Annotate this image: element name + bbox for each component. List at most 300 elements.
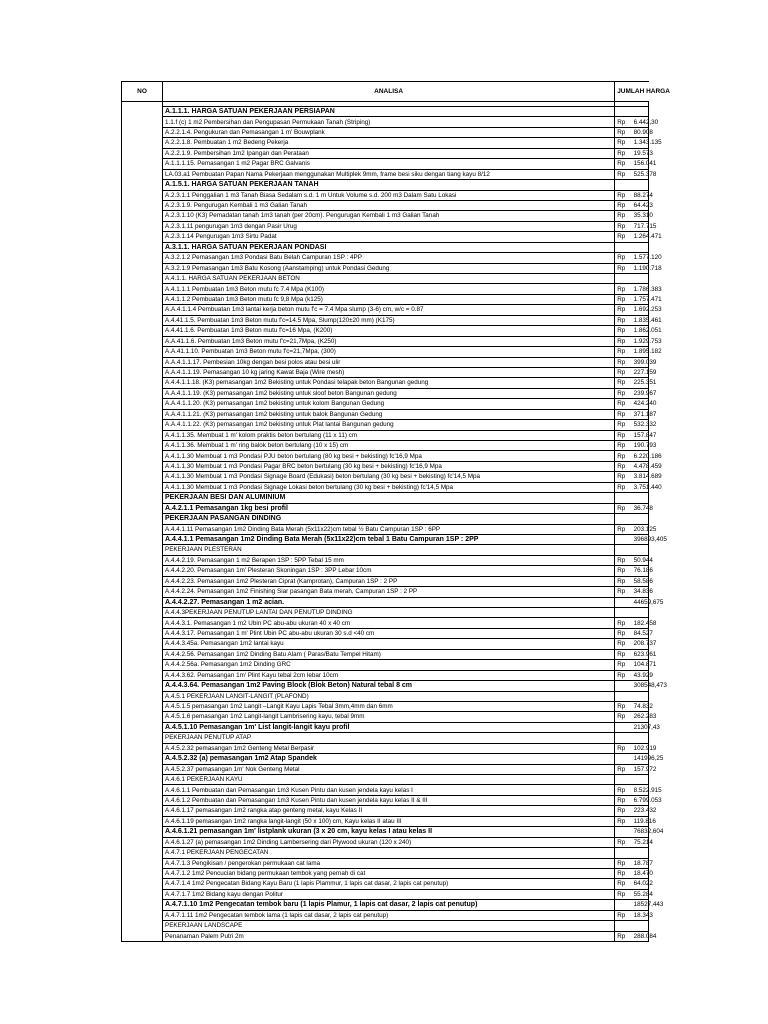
- row-amount-cell: 156.041: [633, 160, 657, 168]
- table-row: [122, 180, 649, 190]
- row-currency-cell: [615, 107, 632, 117]
- row-currency-cell: Rp: [615, 628, 632, 638]
- table-row: [122, 785, 649, 795]
- row-analisa-cell: A.A.4.1.1.22. (K3) pemasangan 1m2 bekisting untuk Plat lantai Bangunan gedung: [163, 420, 615, 430]
- row-analisa-cell: A.4.4.3.62. Pemasangan 1m' Plint Kayu tebal 2cm lebar 10cm: [163, 670, 615, 680]
- table-row: [122, 347, 649, 357]
- row-no-cell: [122, 649, 163, 659]
- row-analisa-cell: A.4.5.1 PEKERJAAN LANGIT-LANGIT (PLAFOND): [163, 691, 615, 701]
- row-currency-cell: [615, 545, 632, 555]
- row-no-cell: [122, 357, 163, 367]
- row-amount-cell: 34.836: [633, 588, 653, 596]
- row-analisa-cell: A.4.4.3.64. Pemasangan 1m2 Paving Block (Blok Beton) Natural tebal 8 cm: [163, 681, 615, 691]
- table-header-row: [122, 82, 649, 102]
- row-currency-cell: Rp: [615, 159, 632, 169]
- row-no-cell: [122, 180, 163, 190]
- row-analisa-cell: A.A.41.1.6. Pembuatan 1m3 Beton mutu f'c=21,7Mpa, (K250): [163, 336, 615, 346]
- row-analisa-cell: A.4.4.2.56. Pemasangan 1m2 Dinding Batu Alam ( Paras/Batu Tempel Hitam): [163, 649, 615, 659]
- row-analisa-cell: A.A.41.1.10. Pembuatan 1m3 Beton mutu f'c=21,7Mpa, (300): [163, 347, 615, 357]
- table-row: [122, 388, 649, 398]
- table-row: [122, 889, 649, 899]
- row-no-cell: [122, 232, 163, 242]
- table-row: [122, 754, 649, 764]
- row-amount-cell: [632, 545, 649, 555]
- row-no-cell: [122, 148, 163, 158]
- table-row: [122, 430, 649, 440]
- table-row: [122, 545, 649, 555]
- row-no-cell: [122, 274, 163, 284]
- row-currency-cell: Rp: [615, 232, 632, 242]
- table-row: [122, 608, 649, 618]
- row-amount-cell: 371.187: [633, 410, 657, 418]
- row-analisa-cell: A.4.4.2.19. Pemasangan 1 m2 Berapen 1SP : 5PP Tebal 15 mm: [163, 555, 615, 565]
- row-no-cell: [122, 127, 163, 137]
- row-amount-cell: 6.442,30: [633, 118, 659, 126]
- row-amount-cell: 104.871: [633, 661, 657, 669]
- row-currency-cell: [615, 493, 632, 503]
- row-currency-cell: [615, 514, 632, 524]
- row-analisa-cell: A.A.4.1.1.20. (K3) pemasangan 1m2 bekisting untuk kolom Bangunan Gedung: [163, 399, 615, 409]
- row-amount-cell: [632, 733, 649, 743]
- row-currency-cell: [615, 733, 632, 743]
- table-row: [122, 587, 649, 597]
- row-no-cell: [122, 608, 163, 618]
- row-amount-cell: 18.470: [633, 870, 653, 877]
- table-row: [122, 681, 649, 691]
- row-currency-cell: Rp: [615, 764, 632, 774]
- row-no-cell: [122, 336, 163, 346]
- row-analisa-cell: A.2.2.1.9. Pembersihan 1m2 Ipangan dan Perataan: [163, 148, 615, 158]
- row-currency-cell: [615, 597, 632, 607]
- row-amount-cell: 8.522.915: [633, 786, 662, 794]
- row-currency-cell: Rp: [615, 555, 632, 565]
- row-analisa-cell: A.4.4.2.56a. Pemasangan 1m2 Dinding GRC: [163, 660, 615, 670]
- row-currency-cell: Rp: [615, 576, 632, 586]
- row-no-cell: [122, 555, 163, 565]
- row-no-cell: [122, 566, 163, 576]
- row-analisa-cell: A.4.7.1 PEKERJAAN PENGECATAN: [163, 848, 615, 858]
- row-analisa-cell: A.A.4.1.1.21. (K3) pemasangan 1m2 bekisting untuk balok Bangunan Gedung: [163, 409, 615, 419]
- row-amount-cell: [632, 921, 649, 931]
- row-currency-cell: Rp: [615, 420, 632, 430]
- row-analisa-cell: A.1.1.1.15. Pemasangan 1 m2 Pagar BRC Galvanis: [163, 159, 615, 169]
- row-amount-cell: 36.748: [633, 504, 653, 512]
- row-no-cell: [122, 107, 163, 117]
- row-currency-cell: Rp: [615, 451, 632, 461]
- table-row: [122, 576, 649, 586]
- row-analisa-cell: A.4.7.1.2 1m2 Pencucian bidang permukaan tembok yang pernah di cat: [163, 868, 615, 878]
- row-analisa-cell: A.2.3.1.10 (K3) Pemadatan tanah 1m3 tanah (per 20cm). Pengurugan Kembali 1 m3 Galian Tanah: [163, 211, 615, 221]
- row-analisa-cell: A.3.1.1. HARGA SATUAN PEKERJAAN PONDASI: [163, 242, 615, 252]
- row-currency-cell: [615, 775, 632, 785]
- row-analisa-cell: A.4.1.1.30 Membuat 1 m3 Pondasi Signage Lokasi beton bertulang (30 kg besi + bekisting) fc'14,5 Mpa: [163, 482, 615, 492]
- row-currency-cell: Rp: [615, 409, 632, 419]
- row-no-cell: [122, 430, 163, 440]
- row-no-cell: [122, 451, 163, 461]
- row-amount-cell: [632, 107, 649, 117]
- row-no-cell: [122, 754, 163, 764]
- row-currency-cell: Rp: [615, 587, 632, 597]
- row-no-cell: [122, 816, 163, 826]
- row-analisa-cell: A.4.1.1.30 Membuat 1 m3 Pondasi Signage Board (Edukasi) beton bertulang (30 kg besi + bekisting) fc'14,5 Mpa: [163, 472, 615, 482]
- row-analisa-cell: A.2.2.1.8. Pembuatan 1 m2 Bedeng Pekerja: [163, 138, 615, 148]
- row-currency-cell: Rp: [615, 837, 632, 847]
- table-row: [122, 399, 649, 409]
- row-amount-cell: 227.159: [633, 369, 657, 376]
- row-analisa-cell: A.4.5.1.5 pemasangan 1m2 Langit –Langit Kayu Lapis Tebal 3mm,4mm dan 6mm: [163, 701, 615, 711]
- row-analisa-cell: A.4.6.1.19 pemasangan 1m2 rangka langit-langit (50 x 100) cm, Kayu kelas II atau III: [163, 816, 615, 826]
- row-no-cell: [122, 399, 163, 409]
- row-no-cell: [122, 545, 163, 555]
- row-amount-cell: 1.862.051: [633, 327, 662, 335]
- row-no-cell: [122, 294, 163, 304]
- row-currency-cell: Rp: [615, 806, 632, 816]
- row-currency-cell: Rp: [615, 169, 632, 179]
- row-no-cell: [122, 524, 163, 534]
- row-currency-cell: [615, 900, 632, 910]
- table-row: [122, 848, 649, 858]
- row-no-cell: [122, 889, 163, 899]
- row-no-cell: [122, 253, 163, 263]
- row-amount-cell: 64.022: [633, 880, 653, 888]
- row-currency-cell: Rp: [615, 795, 632, 805]
- table-row: [122, 263, 649, 273]
- row-amount-cell: [632, 274, 649, 284]
- row-analisa-cell: A.4.4.3.1. Pemasangan 1 m2 Ubin PC abu-abu ukuran 40 x 40 cm: [163, 618, 615, 628]
- row-analisa-cell: A.2.3.1.11 pengurugan 1m3 dengan Pasir Urug: [163, 221, 615, 231]
- row-analisa-cell: A.4.4.2.23. Pemasangan 1m2 Plesteran Ciprat (Kamprotan), Campuran 1SP : 2 PP: [163, 576, 615, 586]
- row-analisa-cell: A.4.4.3.45a. Pemasangan 1m2 lantai kayu: [163, 639, 615, 649]
- row-amount-cell: 1.264.471: [633, 233, 662, 241]
- row-analisa-cell: A.4.5.1.10 Pemasangan 1m' List langit-langit kayu profil: [163, 722, 615, 732]
- table-row: [122, 211, 649, 221]
- table-row: [122, 138, 649, 148]
- table-row: [122, 524, 649, 534]
- row-no-cell: [122, 211, 163, 221]
- row-amount-cell: 532.332: [633, 421, 657, 429]
- row-currency-cell: Rp: [615, 639, 632, 649]
- row-no-cell: [122, 305, 163, 315]
- row-no-cell: [122, 785, 163, 795]
- row-no-cell: [122, 660, 163, 670]
- row-currency-cell: Rp: [615, 190, 632, 200]
- table-row: [122, 534, 649, 544]
- row-no-cell: [122, 743, 163, 753]
- row-currency-cell: [615, 608, 632, 618]
- row-no-cell: [122, 482, 163, 492]
- row-amount-cell: [632, 608, 649, 618]
- row-analisa-cell: A.4.4.2.20. Pemasangan 1m' Plesteran Skoningan 1SP : 3PP Lebar 10cm: [163, 566, 615, 576]
- table-row: [122, 733, 649, 743]
- row-no-cell: [122, 837, 163, 847]
- row-currency-cell: Rp: [615, 284, 632, 294]
- row-amount-cell: 399.039: [633, 358, 657, 366]
- table-row: [122, 701, 649, 711]
- row-amount-cell: 4.478.459: [633, 462, 662, 470]
- table-row: [122, 148, 649, 158]
- table-row: [122, 764, 649, 774]
- row-amount-cell: 44659,675: [633, 598, 664, 606]
- table-row: [122, 378, 649, 388]
- row-analisa-cell: A.4.5.2.37 pemasangan 1m' Nok Genteng Metal: [163, 764, 615, 774]
- row-amount-cell: 208.737: [633, 640, 657, 648]
- row-currency-cell: Rp: [615, 482, 632, 492]
- row-analisa-cell: A.4.6.1.17 pemasangan 1m2 rangka atap genteng metal, kayu Kelas II: [163, 806, 615, 816]
- row-currency-cell: Rp: [615, 712, 632, 722]
- table-row: [122, 921, 649, 931]
- row-amount-cell: 1.757.471: [633, 295, 662, 303]
- row-currency-cell: Rp: [615, 221, 632, 231]
- table-row: [122, 597, 649, 607]
- row-no-cell: [122, 879, 163, 889]
- table-row: [122, 806, 649, 816]
- row-amount-cell: 84.527: [633, 629, 653, 637]
- row-analisa-cell: A.4.7.1.4 1m2 Pengecatan Bidang Kayu Baru (1 lapis Plammur, 1 lapis cat dasar, 2 lapis cat penutup): [163, 879, 615, 889]
- row-analisa-cell: A.4.1.1.30 Membuat 1 m3 Pondasi Pagar BRC beton bertulang (30 kg besi + bekisting) fc'16,9 Mpa: [163, 461, 615, 471]
- table-row: [122, 169, 649, 179]
- table-row: [122, 305, 649, 315]
- row-no-cell: [122, 367, 163, 377]
- row-no-cell: [122, 503, 163, 513]
- row-no-cell: [122, 420, 163, 430]
- row-amount-cell: 182.458: [633, 619, 657, 627]
- row-amount-cell: 225.351: [633, 379, 657, 387]
- row-analisa-cell: A.4.1.1.2 Pembuatan 1m3 Beton mutu fc 9,8 Mpa (k125): [163, 294, 615, 304]
- row-analisa-cell: A.4.4.2.24. Pemasangan 1m2 Finishing Siar pasangan Bata merah, Campuran 1SP : 2 PP: [163, 587, 615, 597]
- table-row: [122, 555, 649, 565]
- row-currency-cell: Rp: [615, 524, 632, 534]
- row-analisa-cell: A.4.1.1. HARGA SATUAN PEKERJAAN BETON: [163, 274, 615, 284]
- table-row: [122, 253, 649, 263]
- row-currency-cell: Rp: [615, 889, 632, 899]
- row-currency-cell: Rp: [615, 315, 632, 325]
- row-amount-cell: 525.378: [633, 170, 657, 178]
- row-analisa-cell: A.3.2.1.2 Pemasangan 1m3 Pondasi Batu Belah Campuran 1SP : 4PP: [163, 253, 615, 263]
- row-no-cell: [122, 461, 163, 471]
- row-currency-cell: Rp: [615, 785, 632, 795]
- row-analisa-cell: A.4.1.1.1 Pembuatan 1m3 Beton mutu fc 7.4 Mpa (K100): [163, 284, 615, 294]
- table-row: [122, 441, 649, 451]
- row-currency-cell: Rp: [615, 879, 632, 889]
- row-currency-cell: Rp: [615, 200, 632, 210]
- row-amount-cell: 1.895.182: [633, 348, 662, 356]
- row-no-cell: [122, 900, 163, 910]
- row-amount-cell: 3.751.440: [633, 483, 662, 491]
- row-analisa-cell: A.4.6.1.2 Pembuatan dan Pemasangan 1m3 Kusen Pintu dan kusen jendela kayu kelas II & III: [163, 795, 615, 805]
- row-currency-cell: Rp: [615, 399, 632, 409]
- row-amount-cell: 19.573: [633, 149, 653, 157]
- table-row: [122, 649, 649, 659]
- row-analisa-cell: A.4.4.1.1.18. (K3) pemasangan 1m2 Bekisting untuk Pondasi telapak beton Bangunan gedung: [163, 378, 615, 388]
- row-amount-cell: [632, 493, 649, 503]
- row-amount-cell: 1.786.383: [633, 285, 662, 293]
- row-analisa-cell: A.2.3.1.1 Penggalian 1 m3 Tanah Biasa Sedalam s.d. 1 m Untuk Volume s.d. 200 m3 Dalam Satu Lokasi: [163, 190, 615, 200]
- row-currency-cell: Rp: [615, 305, 632, 315]
- table-row: [122, 357, 649, 367]
- row-currency-cell: Rp: [615, 138, 632, 148]
- rab-price-table: [121, 81, 670, 942]
- row-amount-cell: 76.186: [633, 567, 653, 575]
- row-analisa-cell: A.4.5.2.32 (a) pemasangan 1m2 Atap Spandek: [163, 754, 615, 764]
- row-currency-cell: Rp: [615, 441, 632, 451]
- row-analisa-cell: A.4.6.1.27 (a) pemasangan 1m2 Dinding Lambersering dari Plywood ukuran (120 x 240): [163, 837, 615, 847]
- row-no-cell: [122, 284, 163, 294]
- row-currency-cell: Rp: [615, 660, 632, 670]
- row-analisa-cell: A.4.1.1.36. Membuat 1 m' ring balok beton bertulang (10 x 15) cm: [163, 441, 615, 451]
- row-no-cell: [122, 514, 163, 524]
- row-analisa-cell: A.4.5.2.32 pemasangan 1m2 Genteng Metal Berpasir: [163, 743, 615, 753]
- table-row: [122, 743, 649, 753]
- row-analisa-cell: A.4.2.1.1 Pemasangan 1kg besi profil: [163, 503, 615, 513]
- row-amount-cell: 80.908: [633, 128, 653, 136]
- row-amount-cell: 239.967: [633, 389, 657, 397]
- row-no-cell: [122, 681, 163, 691]
- table-row: [122, 931, 649, 941]
- row-currency-cell: [615, 722, 632, 732]
- row-no-cell: [122, 159, 163, 169]
- row-amount-cell: 58.586: [633, 577, 653, 585]
- row-amount-cell: 262.283: [633, 713, 657, 721]
- row-amount-cell: 190.793: [633, 442, 657, 450]
- row-currency-cell: Rp: [615, 388, 632, 398]
- table-row: [122, 472, 649, 482]
- row-analisa-cell: A.4.7.1.11 1m2 Pengecatan tembok lama (1 lapis cat dasar, 2 lapis cat penutup): [163, 910, 615, 920]
- table-row: [122, 837, 649, 847]
- row-analisa-cell: A.4.4.2.27. Pemasangan 1 m2 acian.: [163, 597, 615, 607]
- row-currency-cell: Rp: [615, 148, 632, 158]
- row-amount-cell: 1.577.120: [633, 254, 662, 262]
- row-no-cell: [122, 263, 163, 273]
- row-analisa-cell: A.4.41.1.5. Pembuatan 1m3 Beton mutu f'c=14.5 Mpa, Slump(120±20 mm) (K175): [163, 315, 615, 325]
- row-amount-cell: 288.084: [633, 932, 657, 940]
- row-no-cell: [122, 576, 163, 586]
- row-amount-cell: 119.816: [633, 817, 656, 825]
- row-no-cell: [122, 326, 163, 336]
- row-no-cell: [122, 775, 163, 785]
- row-analisa-cell: A.4.7.1.3 Pengikisan / pengerokan permukaan cat lama: [163, 858, 615, 868]
- row-currency-cell: Rp: [615, 868, 632, 878]
- table-row: [122, 503, 649, 513]
- row-no-cell: [122, 441, 163, 451]
- row-analisa-cell: A.4.4.3PEKERJAAN PENUTUP LANTAI DAN PENUTUP DINDING: [163, 608, 615, 618]
- row-currency-cell: Rp: [615, 566, 632, 576]
- table-row: [122, 315, 649, 325]
- row-currency-cell: [615, 754, 632, 764]
- row-analisa-cell: A.4.1.1.35. Membuat 1 m' kolom praktis beton bertulang (11 x 11) cm: [163, 430, 615, 440]
- table-row: [122, 879, 649, 889]
- row-no-cell: [122, 618, 163, 628]
- row-no-cell: [122, 221, 163, 231]
- row-analisa-cell: A.4.6.1.1 Pembuatan dan Pemasangan 1m3 Kusen Pintu dan kusen jendela kayu kelas I: [163, 785, 615, 795]
- table-row: [122, 639, 649, 649]
- row-analisa-cell: A.1.5.1. HARGA SATUAN PEKERJAAN TANAH: [163, 180, 615, 190]
- table-row: [122, 420, 649, 430]
- row-currency-cell: Rp: [615, 670, 632, 680]
- row-currency-cell: Rp: [615, 326, 632, 336]
- row-amount-cell: [632, 691, 649, 701]
- row-currency-cell: Rp: [615, 430, 632, 440]
- row-currency-cell: Rp: [615, 743, 632, 753]
- row-analisa-cell: 1.1.f (c) 1 m2 Pembersihan dan Pengupasan Permukaan Tanah (Striping): [163, 117, 615, 127]
- row-currency-cell: Rp: [615, 472, 632, 482]
- row-analisa-cell: A.4.5.1.6 pemasangan 1m2 Langit-langit Lambrisering kayu, tebal 9mm: [163, 712, 615, 722]
- row-analisa-cell: A.4.4.3.17. Pemasangan 1 m' Plint Ubin PC abu-abu ukuran 30 s.d <40 cm: [163, 628, 615, 638]
- row-no-cell: [122, 493, 163, 503]
- row-amount-cell: 18527,443: [633, 901, 664, 909]
- row-no-cell: [122, 806, 163, 816]
- table-row: [122, 451, 649, 461]
- row-amount-cell: 203.125: [633, 525, 657, 533]
- row-no-cell: [122, 848, 163, 858]
- row-amount-cell: [632, 180, 649, 190]
- row-currency-cell: Rp: [615, 378, 632, 388]
- row-amount-cell: 717.715: [633, 222, 657, 230]
- row-no-cell: [122, 722, 163, 732]
- row-amount-cell: 88.274: [633, 191, 653, 199]
- row-currency-cell: Rp: [615, 649, 632, 659]
- table-row: [122, 722, 649, 732]
- row-no-cell: [122, 795, 163, 805]
- row-no-cell: [122, 587, 163, 597]
- row-amount-cell: 157.847: [633, 431, 657, 439]
- row-analisa-cell: PEKERJAAN PLESTERAN: [163, 545, 615, 555]
- header-no: NO: [122, 82, 163, 102]
- row-amount-cell: 21307,43: [633, 723, 660, 731]
- row-no-cell: [122, 639, 163, 649]
- row-analisa-cell: PEKERJAAN PENUTUP ATAP: [163, 733, 615, 743]
- table-row: [122, 242, 649, 252]
- row-no-cell: [122, 910, 163, 920]
- table-row: [122, 127, 649, 137]
- row-amount-cell: [632, 848, 649, 858]
- row-amount-cell: 1.835.461: [633, 316, 662, 324]
- row-amount-cell: 74.832: [633, 703, 653, 710]
- table-row: [122, 712, 649, 722]
- table-row: [122, 159, 649, 169]
- table-row: [122, 221, 649, 231]
- table-row: [122, 775, 649, 785]
- row-analisa-cell: A.A.4.1.1.19. (K3) pemasangan 1m2 bekisting untuk sloof beton Bangunan gedung: [163, 388, 615, 398]
- row-currency-cell: Rp: [615, 357, 632, 367]
- row-analisa-cell: A.2.3.1.14 Pengurugan 1m3 Sirtu Padat: [163, 232, 615, 242]
- row-amount-cell: 308548,473: [633, 682, 667, 690]
- row-currency-cell: Rp: [615, 618, 632, 628]
- row-no-cell: [122, 691, 163, 701]
- table-row: [122, 232, 649, 242]
- table-row: [122, 326, 649, 336]
- row-analisa-cell: A.4.41.1.6. Pembuatan 1m3 Beton mutu f'c=16 Mpa, (K200): [163, 326, 615, 336]
- table-row: [122, 816, 649, 826]
- row-no-cell: [122, 378, 163, 388]
- row-amount-cell: 6.220.186: [633, 452, 662, 460]
- row-amount-cell: 18.787: [633, 859, 653, 867]
- row-no-cell: [122, 701, 163, 711]
- row-currency-cell: Rp: [615, 263, 632, 273]
- table-row: [122, 566, 649, 576]
- row-no-cell: [122, 409, 163, 419]
- row-no-cell: [122, 190, 163, 200]
- row-no-cell: [122, 670, 163, 680]
- row-analisa-cell: A.4.4.1.11 Pemasangan 1m2 Dinding Bata Merah (5x11x22)cm tebal ½ Batu Campuran 1SP : 6PP: [163, 524, 615, 534]
- row-currency-cell: [615, 180, 632, 190]
- row-currency-cell: Rp: [615, 931, 632, 941]
- row-no-cell: [122, 138, 163, 148]
- table-row: [122, 900, 649, 910]
- row-no-cell: [122, 921, 163, 931]
- row-no-cell: [122, 534, 163, 544]
- row-amount-cell: [632, 242, 649, 252]
- row-amount-cell: 396893,405: [633, 536, 667, 543]
